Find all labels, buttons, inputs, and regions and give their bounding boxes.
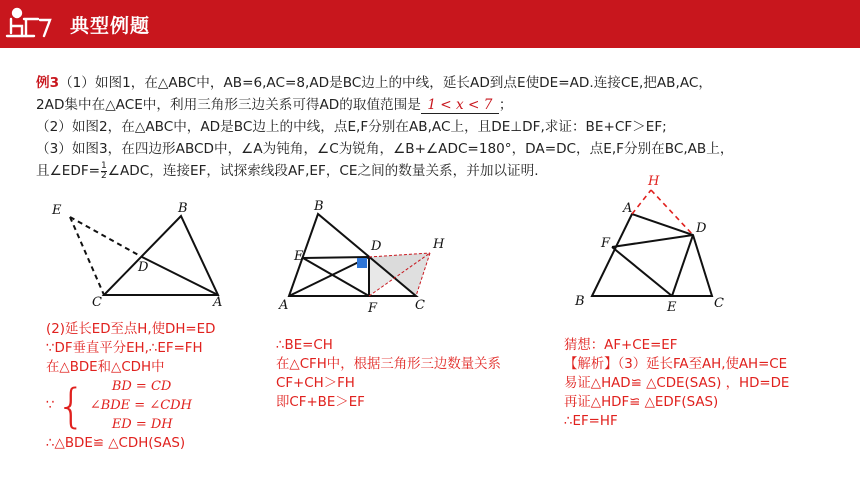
fig3-label-A: A bbox=[623, 201, 633, 216]
condition-2: ∠BDE = ∠CDH bbox=[89, 398, 192, 413]
fig1-label-D: D bbox=[138, 260, 149, 275]
sol3-line-1: 猜想：AF+CE=EF bbox=[564, 338, 678, 353]
problem-line-2: 2AD集中在△ACE中，利用三角形三边关系可得AD的取值范围是 1 < x < 7 ； bbox=[36, 97, 513, 113]
fig3-label-C: C bbox=[714, 296, 724, 311]
sol2b-line-4: 即CF+BE＞EF bbox=[276, 395, 365, 410]
fig2-label-D: D bbox=[371, 239, 382, 254]
example-label: 例3 bbox=[36, 75, 60, 91]
fig2-label-E: E bbox=[294, 249, 304, 264]
fig3-label-D: D bbox=[696, 221, 707, 236]
sol2-line-3: 在△BDE和△CDH中 bbox=[46, 360, 165, 375]
problem-line-5: 且∠EDF= $\frac{1}{2}$ ∠ADC，连接EF，试探索线段AF,EF，CE之间的数量关系，并加以证明. bbox=[36, 160, 539, 181]
solution-2-right bbox=[276, 336, 501, 412]
figure-2 bbox=[289, 214, 430, 296]
fig3-label-F: F bbox=[601, 236, 611, 251]
fig2-label-H: H bbox=[433, 237, 445, 252]
sol2-line-4: ∴△BDE≌ △CDH(SAS) bbox=[46, 436, 186, 451]
left-brace-icon: { bbox=[56, 378, 86, 433]
sol3-line-3: 易证△HAD≌ △CDE(SAS) ，HD=DE bbox=[564, 376, 790, 391]
problem-line-3: （2）如图2，在△ABC中，AD是BC边上的中线，点E,F分别在AB,AC上，且DE⊥DF,求证：BE+CF＞EF; bbox=[36, 119, 667, 135]
fig2-label-A: A bbox=[279, 298, 289, 313]
fig1-label-C: C bbox=[92, 295, 102, 310]
condition-3: ED = DH bbox=[111, 417, 173, 432]
sol2b-line-2: 在△CFH中，根据三角形三边数量关系 bbox=[276, 357, 501, 372]
fraction-half: $\frac{1}{2}$ bbox=[101, 160, 107, 181]
solution-3 bbox=[564, 336, 789, 431]
sol2b-line-1: ∴BE=CH bbox=[276, 338, 333, 353]
fig3-label-B: B bbox=[575, 294, 585, 309]
congruence-conditions: ∵ { BD = CD ∠BDE = ∠CDH ED = DH bbox=[46, 378, 192, 433]
fig3-label-H: H bbox=[648, 174, 660, 189]
sol2b-line-3: CF+CH＞FH bbox=[276, 376, 355, 391]
solution-2-left bbox=[46, 320, 215, 453]
right-angle-marker bbox=[357, 258, 367, 268]
fig2-label-B: B bbox=[314, 199, 324, 214]
fig2-label-C: C bbox=[415, 298, 425, 313]
fig2-label-F: F bbox=[368, 301, 378, 316]
sol2-line-2: ∵DF垂直平分EH,∴EF=FH bbox=[46, 341, 203, 356]
problem-line-4: （3）如图3，在四边形ABCD中，∠A为钝角，∠C为锐角，∠B+∠ADC=180°，DA=DC，点E,F分别在BC,AB上， bbox=[36, 141, 734, 157]
sol2-line-1: (2)延长ED至点H,使DH=ED bbox=[46, 322, 216, 337]
page-title: 典型例题 bbox=[70, 15, 151, 37]
figure-1 bbox=[70, 216, 218, 295]
sol3-line-2: 【解析】（3）延长FA至AH,使AH=CE bbox=[564, 357, 788, 372]
sol3-line-5: ∴EF=HF bbox=[564, 414, 618, 429]
fig3-label-E: E bbox=[667, 300, 677, 315]
sol3-line-4: 再证△HDF≌ △EDF(SAS) bbox=[564, 395, 719, 410]
fig1-label-E: E bbox=[52, 203, 62, 218]
problem-line-1: 例3（1）如图1，在△ABC中，AB=6,AC=8,AD是BC边上的中线，延长AD到点E使DE=AD.连接CE,把AB,AC， bbox=[36, 75, 712, 91]
fig1-label-B: B bbox=[178, 201, 188, 216]
condition-1: BD = CD bbox=[111, 379, 172, 394]
answer-blank: 1 < x < 7 bbox=[421, 97, 499, 114]
fig1-label-A: A bbox=[213, 295, 223, 310]
